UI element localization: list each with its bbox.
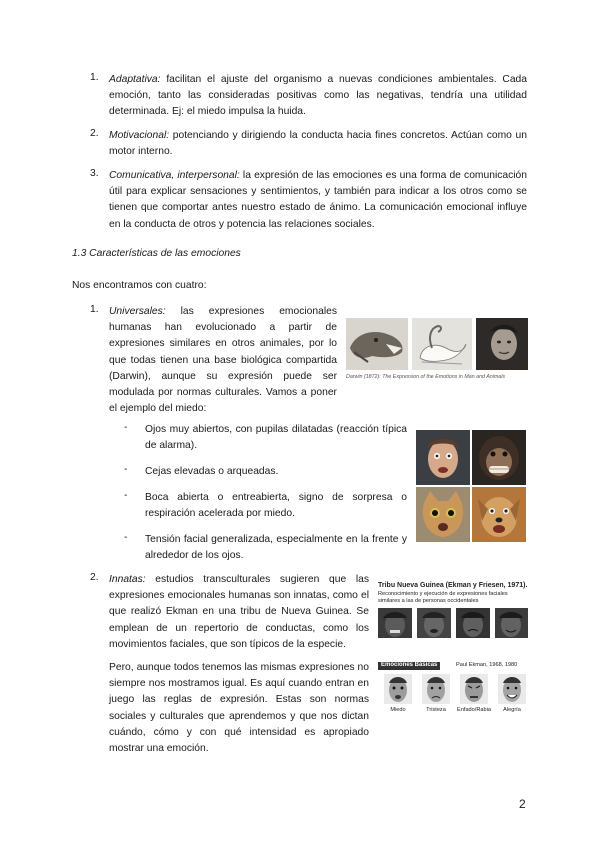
bullet-item xyxy=(124,532,407,564)
list-number: 1. xyxy=(90,304,99,315)
fear-faces-figure xyxy=(416,430,526,542)
panel-source: Paul Ekman, 1968, 1980 xyxy=(456,662,518,668)
face-label: Tristeza xyxy=(426,707,446,713)
tribe-photo xyxy=(378,608,412,638)
bullet-text: Tensión facial generalizada, especialmente en la frente y alrededor de los ojos. xyxy=(145,534,407,562)
rules-paragraph: Pero, aunque todos tenemos las mismas expresiones no siempre nos mostramos igual. Es aquí cuando entran en juego las reglas de expresión. Estas son normas sociales y culturales que aprendemos y que nos dictan cuándo, cómo y con qué intensidad es apropiado mostrar una emoción. xyxy=(109,662,369,755)
list-term: Innatas: xyxy=(109,574,146,585)
list-text: las expresiones emocionales humanas han evolucionado a partir de expresiones similares en otros animales, por lo que todas tienen una base biológica compartida (Darwin), aunque su expresión puede ser modulada por normas culturales. Vamos a poner el ejemplo del miedo: xyxy=(109,306,337,415)
fear-cat-photo xyxy=(416,487,470,542)
bullet-dash: - xyxy=(124,490,128,501)
bullet-item xyxy=(124,422,407,454)
list-term: Comunicativa, interpersonal: xyxy=(109,170,240,181)
basic-face-photo xyxy=(498,674,526,704)
tribe-photo xyxy=(417,608,451,638)
item-innatas xyxy=(90,572,369,653)
bullet-text: Ojos muy abiertos, con pupilas dilatadas (reacción típica de alarma). xyxy=(145,424,407,452)
bullet-text: Boca abierta o entreabierta, signo de sorpresa o respiración acelerada por miedo. xyxy=(145,492,407,520)
item-universales xyxy=(90,304,337,417)
list-item xyxy=(90,168,527,233)
list-number: 3. xyxy=(90,168,99,179)
fear-dog-photo xyxy=(472,487,526,542)
intro-text: Nos encontramos con cuatro: xyxy=(72,280,207,291)
list-number: 1. xyxy=(90,72,99,83)
bullet-dash: - xyxy=(124,464,128,475)
darwin-face-photo xyxy=(476,318,528,370)
fear-man-photo xyxy=(416,430,470,485)
section-heading: 1.3 Características de las emociones xyxy=(72,248,241,259)
list-term: Universales: xyxy=(109,306,166,317)
ekman-title: Tribu Nueva Guinea (Ekman y Friesen, 1971). xyxy=(378,582,528,589)
page-number: 2 xyxy=(519,797,526,811)
list-item xyxy=(90,128,527,160)
ekman-tribe-photos xyxy=(378,608,528,642)
ekman-basic-faces xyxy=(384,674,526,716)
list-number: 2. xyxy=(90,572,99,583)
list-term: Adaptativa: xyxy=(109,74,161,85)
face-label: Miedo xyxy=(390,707,406,713)
tribe-photo xyxy=(456,608,490,638)
list-text: facilitan el ajuste del organismo a nuevas condiciones ambientales. Cada emoción, tanto las consideradas positivas como las negativas, tendría una utilidad determinada. Ej: el miedo impulsa la huida. xyxy=(109,74,527,118)
darwin-figure xyxy=(346,318,528,384)
list-text: estudios transculturales sugieren que las expresiones emocionales humanas son innatas, como el que realizó Ekman en una tribu de Nueva Guinea. Se emplean de un repertorio de conductas, como los movimientos faciales, que son típicos de la especie. xyxy=(109,574,369,650)
list-term: Motivacional: xyxy=(109,130,170,141)
basic-face-photo xyxy=(460,674,488,704)
bullet-item xyxy=(124,464,407,480)
face-label: Enfado/Rabia xyxy=(457,707,491,713)
darwin-swan-drawing xyxy=(412,318,472,370)
ekman-panel-header xyxy=(378,662,528,672)
bullet-dash: - xyxy=(124,532,128,543)
list-item xyxy=(90,72,527,121)
tribe-photo xyxy=(495,608,528,638)
darwin-dog-drawing xyxy=(346,318,408,370)
basic-face-photo xyxy=(384,674,412,704)
fear-chimp-photo xyxy=(472,430,526,485)
bullet-item xyxy=(124,490,407,522)
bullet-text: Cejas elevadas o arqueadas. xyxy=(145,466,279,477)
list-text: la expresión de las emociones es una forma de comunicación útil para explicar sensaciones y sentimientos, y también para indicar a los otros como se tienen que comportar antes nuestro estado de ánimo. La comunicación emocional influye en la conducta de otros y potencia las relaciones sociales. xyxy=(109,170,528,230)
list-text: potenciando y dirigiendo la conducta hacia fines concretos. Actúan como un motor interno. xyxy=(109,130,527,158)
basic-face-photo xyxy=(422,674,450,704)
ekman-subtitle: Reconocimiento y ejecución de expresiones faciales similares a las de personas occidentales xyxy=(378,591,508,604)
panel-title: Emociones Básicas xyxy=(378,662,440,670)
ekman-figure xyxy=(378,582,528,717)
face-label: Alegría xyxy=(503,707,521,713)
bullet-dash: - xyxy=(124,422,128,433)
darwin-caption: Darwin (1872): The Expression of the Emotions in Man and Animals xyxy=(346,374,506,380)
list-number: 2. xyxy=(90,128,99,139)
